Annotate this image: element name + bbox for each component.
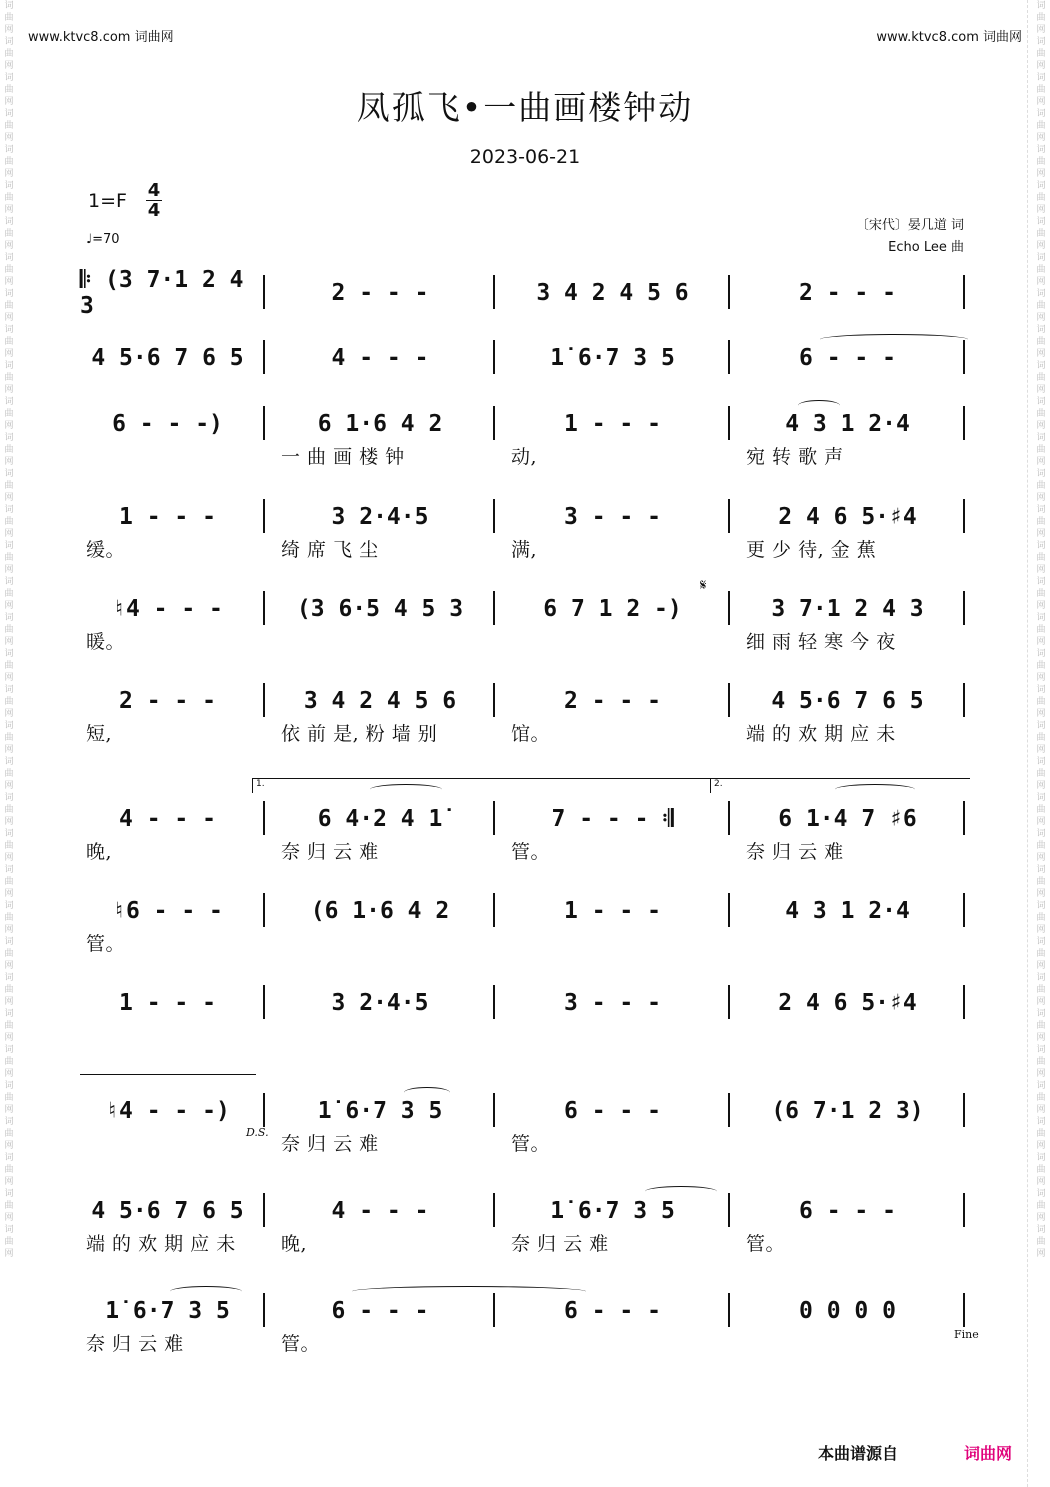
lyric-line xyxy=(80,627,970,653)
bar-line xyxy=(263,275,265,309)
bar-line xyxy=(263,683,265,717)
measure: 1̇ 6·7 3 5 xyxy=(550,345,675,371)
lyric-segment: 端 的 欢 期 应 未 xyxy=(86,1233,236,1255)
bar-line xyxy=(263,801,265,835)
measure: (3 6·5 4 5 3 xyxy=(296,596,464,622)
lyric-segment: 依 前 是, 粉 墙 别 xyxy=(281,723,438,745)
score-row xyxy=(80,1091,970,1131)
measure: 6 - - - xyxy=(799,345,896,371)
song-title: 凤孤飞•一曲画楼钟动 xyxy=(356,88,694,127)
measure: 4 3 1 2·4 xyxy=(785,898,910,924)
bar-line xyxy=(728,1093,730,1127)
measure: 4 3 1 2·4 xyxy=(785,411,910,437)
bar-line xyxy=(963,1293,965,1327)
measure: 1̇ 6·7 3 5 xyxy=(550,1198,675,1224)
lyric-segment: 奈 归 云 难 xyxy=(86,1333,184,1355)
measure: 3 4 2 4 5 6 xyxy=(303,688,457,714)
bar-line xyxy=(728,1193,730,1227)
measure: 2 - - - xyxy=(119,688,216,714)
bar-line xyxy=(963,499,965,533)
lyric-line xyxy=(80,1329,970,1355)
measure: 6 1·6 4 2 xyxy=(317,411,443,437)
measure: 2 - - - xyxy=(331,280,429,306)
lyric-segment: 细 雨 轻 寒 今 夜 xyxy=(746,631,896,653)
bar-line xyxy=(493,893,495,927)
measure: 2 - - - xyxy=(799,280,896,306)
header-site-right: www.ktvc8.com 词曲网 xyxy=(876,30,1022,45)
bar-line xyxy=(263,985,265,1019)
key-signature: 1=F xyxy=(88,190,127,212)
lyric-segment: 短, xyxy=(86,723,113,745)
score-row xyxy=(80,497,970,537)
song-date: 2023-06-21 xyxy=(469,146,581,168)
score-row xyxy=(80,589,970,629)
bar-line xyxy=(493,406,495,440)
bar-line xyxy=(728,406,730,440)
notation-line xyxy=(80,983,970,1023)
notation-line xyxy=(80,497,970,537)
volta-bracket-2 xyxy=(710,778,970,793)
measure: 6 - - - xyxy=(564,1298,661,1324)
notation-line xyxy=(80,891,970,931)
measure: 3 7·1 2 4 3 xyxy=(771,596,924,622)
bar-line xyxy=(263,893,265,927)
measure: 3 2·4·5 xyxy=(331,504,429,530)
lyric-segment: 一 曲 画 楼 钟 xyxy=(281,446,405,468)
bar-line xyxy=(493,1293,495,1327)
notation-line xyxy=(80,1091,970,1131)
composer-credit: Echo Lee 曲 xyxy=(888,240,964,255)
footer-site: 词曲网 xyxy=(964,1444,1013,1463)
time-sig-top: 4 xyxy=(147,180,161,201)
lyric-segment: 管。 xyxy=(281,1333,321,1355)
lyric-segment: 暖。 xyxy=(86,631,126,653)
measure: 4 5·6 7 6 5 xyxy=(771,688,924,714)
lyric-segment: 馆。 xyxy=(511,723,551,745)
bar-line xyxy=(728,275,730,309)
measure: 6 7 1 2 -) xyxy=(543,596,682,622)
measure: (6 1·6 4 2 xyxy=(310,898,450,924)
lyric-segment: 管。 xyxy=(86,933,126,955)
bar-line xyxy=(728,340,730,374)
bar-line xyxy=(728,591,730,625)
lyric-segment: 动, xyxy=(511,446,538,468)
lyric-segment: 管。 xyxy=(511,1133,551,1155)
tempo-mark: ♩=70 xyxy=(86,232,120,247)
score-row xyxy=(80,1191,970,1231)
notation-line xyxy=(80,681,970,721)
measure: 4 - - - xyxy=(119,806,216,832)
bar-line xyxy=(963,1093,965,1127)
measure: 6 - - - xyxy=(564,1098,661,1124)
measure: 4 - - - xyxy=(331,1198,429,1224)
bar-line xyxy=(963,801,965,835)
slur-arc xyxy=(170,1286,242,1297)
time-signature xyxy=(146,181,162,220)
notation-line xyxy=(80,267,970,319)
measure: ♮4 - - - xyxy=(112,596,223,622)
slur-arc xyxy=(404,1087,450,1098)
bar-line xyxy=(493,801,495,835)
bar-line xyxy=(493,1193,495,1227)
lyric-segment: 奈 归 云 难 xyxy=(281,841,379,863)
measure: 3 2·4·5 xyxy=(331,990,429,1016)
fine-mark: Fine xyxy=(954,1328,979,1341)
left-side-watermark: 词曲网词曲网词曲网词曲网词曲网词曲网词曲网词曲网词曲网词曲网词曲网词曲网词曲网词曲网词曲网词曲网词曲网词曲网词曲网词曲网词曲网词曲网词曲网词曲网词曲网词曲网词曲网词曲网词曲网词曲网词曲网词曲网词曲网词曲网词曲网 xyxy=(4,1,14,1259)
volta-1-label: 1. xyxy=(256,779,265,789)
bar-line xyxy=(493,591,495,625)
volta-2-label: 2. xyxy=(714,779,723,789)
bar-line xyxy=(263,1193,265,1227)
lyric-segment: 缓。 xyxy=(86,539,126,561)
measure: 3 - - - xyxy=(564,504,661,530)
segno-sign: 𝄋 xyxy=(700,576,707,594)
bar-line xyxy=(493,340,495,374)
score-row xyxy=(80,799,970,839)
measure: 3 4 2 4 5 6 xyxy=(536,280,689,306)
lyric-segment: 更 少 待, 金 蕉 xyxy=(746,539,877,561)
lyric-segment: 晚, xyxy=(86,841,113,863)
bar-line xyxy=(263,1093,265,1127)
measure: 2 4 6 5·♯4 xyxy=(778,504,917,530)
notation-line xyxy=(80,1191,970,1231)
measure: (6 7·1 2 3) xyxy=(771,1098,924,1124)
notation-line xyxy=(80,799,970,839)
bar-line xyxy=(963,406,965,440)
score-row xyxy=(80,891,970,931)
measure: 6 - - - xyxy=(799,1198,896,1224)
bar-line xyxy=(963,683,965,717)
ds-mark: D.S. xyxy=(246,1126,269,1139)
measure: 1 - - - xyxy=(119,990,216,1016)
notation-line xyxy=(80,1291,970,1331)
bar-line xyxy=(963,340,965,374)
header-site-left: www.ktvc8.com 词曲网 xyxy=(28,30,174,45)
bar-line xyxy=(493,499,495,533)
bar-line xyxy=(493,985,495,1019)
measure: 3 - - - xyxy=(564,990,661,1016)
lyric-segment: 满, xyxy=(511,539,538,561)
bar-line xyxy=(263,340,265,374)
bar-line xyxy=(963,591,965,625)
right-margin-line xyxy=(1027,0,1028,1487)
bar-line xyxy=(728,801,730,835)
measure: 1̇ 6·7 3 5 xyxy=(317,1098,443,1124)
lyric-segment: 宛 转 歌 声 xyxy=(746,446,844,468)
lyric-line xyxy=(80,837,970,863)
measure: 4 - - - xyxy=(331,345,429,371)
measure: 6 - - - xyxy=(331,1298,429,1324)
bar-line xyxy=(963,893,965,927)
measure: 7 - - - 𝄇 xyxy=(551,806,674,832)
lyric-segment: 奈 归 云 难 xyxy=(511,1233,609,1255)
bar-line xyxy=(263,406,265,440)
measure: 2 - - - xyxy=(564,688,661,714)
score-row xyxy=(80,1291,970,1331)
lyric-segment: 管。 xyxy=(746,1233,786,1255)
tie-line xyxy=(80,1074,256,1085)
right-side-watermark: 词曲网词曲网词曲网词曲网词曲网词曲网词曲网词曲网词曲网词曲网词曲网词曲网词曲网词曲网词曲网词曲网词曲网词曲网词曲网词曲网词曲网词曲网词曲网词曲网词曲网词曲网词曲网词曲网词曲网词曲网词曲网词曲网词曲网词曲网词曲网 xyxy=(1036,1,1046,1259)
bar-line xyxy=(493,1093,495,1127)
lyric-segment: 晚, xyxy=(281,1233,308,1255)
measure: ♮6 - - - xyxy=(112,898,223,924)
measure: 1 - - - xyxy=(564,411,661,437)
measure: 𝄆 (3 7·1 2 4 3 xyxy=(80,267,244,319)
lyric-line xyxy=(80,442,970,468)
bar-line xyxy=(963,275,965,309)
measure: 1 - - - xyxy=(119,504,216,530)
measure: 6 4·2 4 1̇ xyxy=(317,806,443,832)
lyric-segment: 绮 席 飞 尘 xyxy=(281,539,379,561)
bar-line xyxy=(493,683,495,717)
lyric-line xyxy=(80,1229,970,1255)
lyric-segment: 端 的 欢 期 应 未 xyxy=(746,723,896,745)
tie-arc xyxy=(820,334,968,345)
lyric-segment: 奈 归 云 难 xyxy=(281,1133,379,1155)
bar-line xyxy=(728,683,730,717)
measure: 6 1·4 7 ♯6 xyxy=(778,806,917,832)
bar-line xyxy=(728,985,730,1019)
tie-arc xyxy=(352,1286,586,1297)
lyric-line xyxy=(80,929,970,955)
score-row xyxy=(80,681,970,721)
score-row xyxy=(80,267,970,319)
measure: 2 4 6 5·♯4 xyxy=(778,990,917,1016)
lyric-line xyxy=(80,719,970,745)
score-row xyxy=(80,983,970,1023)
lyric-line xyxy=(80,535,970,561)
bar-line xyxy=(263,591,265,625)
lyricist-credit: 〔宋代〕晏几道 词 xyxy=(855,218,964,233)
volta-bracket-1 xyxy=(252,778,711,793)
bar-line xyxy=(493,275,495,309)
bar-line xyxy=(263,499,265,533)
notation-line xyxy=(80,589,970,629)
measure: 4 5·6 7 6 5 xyxy=(91,1198,244,1224)
measure: 6 - - -) xyxy=(112,411,223,437)
lyric-line xyxy=(80,1129,970,1155)
bar-line xyxy=(263,1293,265,1327)
measure: 1 - - - xyxy=(564,898,661,924)
measure: ♮4 - - -) xyxy=(105,1098,230,1124)
footer-source: 本曲谱源自 xyxy=(818,1444,899,1463)
measure: 1̇ 6·7 3 5 xyxy=(105,1298,230,1324)
bar-line xyxy=(963,1193,965,1227)
bar-line xyxy=(728,893,730,927)
time-sig-bottom: 4 xyxy=(147,200,161,221)
measure: 4 5·6 7 6 5 xyxy=(91,345,244,371)
slur-arc xyxy=(798,400,840,411)
lyric-segment: 管。 xyxy=(511,841,551,863)
bar-line xyxy=(728,499,730,533)
measure: 0 0 0 0 xyxy=(799,1298,896,1324)
slur-arc xyxy=(645,1186,717,1197)
lyric-segment: 奈 归 云 难 xyxy=(746,841,844,863)
bar-line xyxy=(728,1293,730,1327)
bar-line xyxy=(963,985,965,1019)
